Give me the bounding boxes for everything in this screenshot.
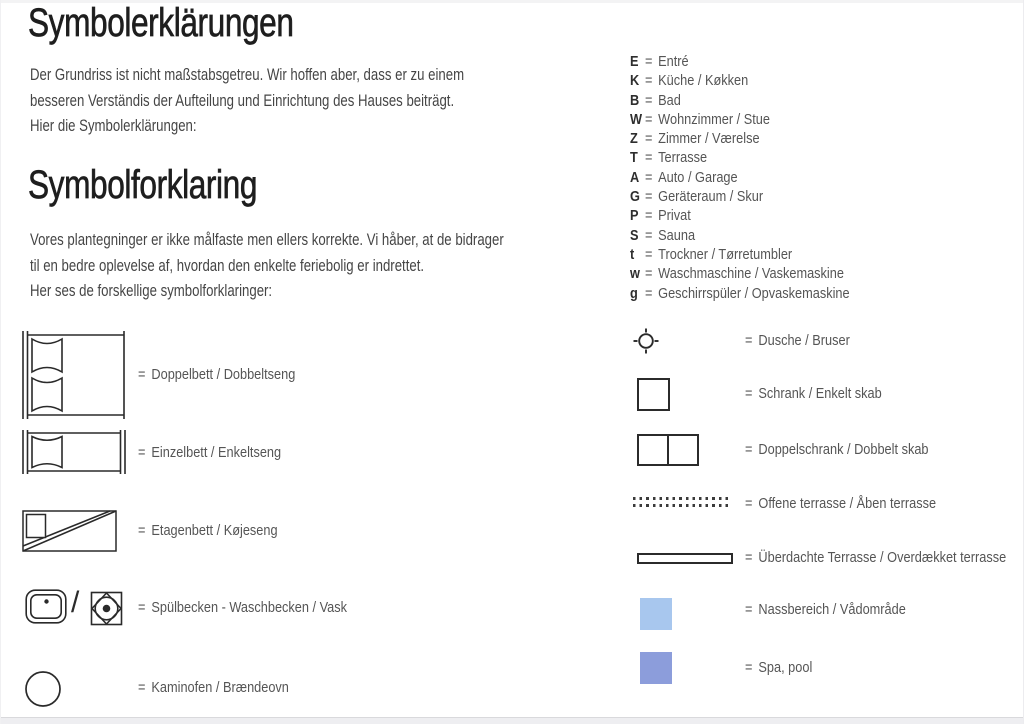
equals-sign: = bbox=[745, 549, 753, 566]
equals-sign: = bbox=[644, 189, 653, 206]
intro-line: Hier die Symbolerklärungen: bbox=[30, 117, 197, 135]
german-intro bbox=[30, 63, 464, 140]
room-code-row bbox=[630, 169, 850, 188]
room-code-row bbox=[630, 188, 850, 207]
room-code-letter: t bbox=[630, 246, 635, 263]
room-code-label: Zimmer / Værelse bbox=[658, 131, 760, 148]
single-cabinet-icon bbox=[637, 378, 670, 411]
room-code-label: Geräteraum / Skur bbox=[658, 189, 764, 206]
equals-sign: = bbox=[644, 208, 653, 225]
room-code-row bbox=[630, 227, 850, 246]
room-code-row bbox=[630, 246, 850, 265]
intro-line: til en bedre oplevelse af, hvordan den enkelte feriebolig er indrettet. bbox=[30, 256, 425, 275]
page-edge-left bbox=[0, 0, 1, 724]
wet-area-swatch bbox=[640, 598, 672, 630]
german-title: Symbolerklärungen bbox=[28, 1, 294, 45]
room-code-letter: g bbox=[630, 285, 638, 302]
symbol-label: = Überdachte Terrasse / Overdækket terrasse bbox=[745, 549, 1007, 566]
intro-line: Vores plantegninger er ikke målfaste men ellers korrekte. Vi håber, at de bidrager bbox=[30, 231, 504, 249]
room-code-row bbox=[630, 149, 850, 168]
danish-intro bbox=[30, 228, 504, 305]
dotted-line bbox=[633, 497, 729, 500]
room-code-letter: W bbox=[630, 111, 643, 128]
page-edge-bottom bbox=[0, 717, 1024, 724]
room-code-label: Sauna bbox=[658, 227, 696, 244]
equals-sign: = bbox=[644, 150, 653, 167]
open-terrace-icon bbox=[633, 497, 729, 508]
room-code-label: Wohnzimmer / Stue bbox=[658, 111, 770, 128]
symbol-label: = Etagenbett / Køjeseng bbox=[138, 522, 278, 539]
equals-sign: = bbox=[745, 495, 753, 512]
symbol-label: = Doppelbett / Dobbeltseng bbox=[138, 366, 296, 383]
equals-sign: = bbox=[138, 679, 146, 696]
spa-pool-swatch bbox=[640, 652, 672, 684]
intro-line: Her ses de forskellige symbolforklaringer: bbox=[30, 282, 273, 300]
symbol-label: = Einzelbett / Enkeltseng bbox=[138, 444, 282, 461]
symbol-label: = Schrank / Enkelt skab bbox=[745, 385, 882, 402]
equals-sign: = bbox=[138, 366, 146, 383]
room-code-letter: K bbox=[630, 73, 640, 90]
equals-sign: = bbox=[138, 599, 146, 616]
symbol-label: = Spülbecken - Waschbecken / Vask bbox=[138, 599, 348, 616]
cabinet-divider bbox=[667, 436, 669, 464]
danish-title: Symbolforklaring bbox=[28, 163, 258, 207]
washbasin-icon bbox=[90, 589, 123, 627]
room-code-row bbox=[630, 130, 850, 149]
equals-sign: = bbox=[644, 73, 653, 90]
room-code-label: Entré bbox=[658, 54, 689, 70]
room-code-letter: E bbox=[630, 54, 639, 70]
room-code-letter: G bbox=[630, 189, 640, 206]
room-code-row bbox=[630, 72, 850, 91]
room-code-label: Terrasse bbox=[658, 150, 708, 167]
equals-sign: = bbox=[138, 444, 146, 461]
symbol-label: = Dusche / Bruser bbox=[745, 332, 850, 349]
room-code-label: Waschmaschine / Vaskemaskine bbox=[658, 266, 844, 283]
symbol-label: = Offene terrasse / Åben terrasse bbox=[745, 495, 937, 512]
room-code-row bbox=[630, 265, 850, 284]
equals-sign: = bbox=[644, 246, 653, 263]
room-code-row bbox=[630, 207, 850, 226]
equals-sign: = bbox=[644, 169, 653, 186]
equals-sign: = bbox=[644, 111, 653, 128]
equals-sign: = bbox=[644, 54, 653, 70]
symbol-label: = Kaminofen / Brændeovn bbox=[138, 679, 289, 696]
equals-sign: = bbox=[745, 659, 753, 676]
room-code-row bbox=[630, 92, 850, 111]
room-code-letter: B bbox=[630, 92, 640, 109]
room-code-label: Auto / Garage bbox=[658, 169, 738, 186]
equals-sign: = bbox=[644, 227, 653, 244]
room-code-row bbox=[630, 53, 850, 72]
symbol-label: = Nassbereich / Vådområde bbox=[745, 601, 906, 618]
equals-sign: = bbox=[644, 266, 653, 283]
room-code-letter: T bbox=[630, 150, 638, 167]
equals-sign: = bbox=[644, 92, 653, 109]
double-bed-icon bbox=[21, 331, 127, 419]
equals-sign: = bbox=[745, 385, 753, 402]
room-code-row bbox=[630, 111, 850, 130]
room-code-letter: w bbox=[630, 266, 640, 283]
equals-sign: = bbox=[745, 332, 753, 349]
intro-line: Der Grundriss ist nicht maßstabsgetreu. Wir hoffen aber, dass er zu einem bbox=[30, 66, 465, 84]
room-codes-legend bbox=[630, 53, 880, 304]
kitchen-sink-icon bbox=[25, 589, 67, 624]
room-code-letter: Z bbox=[630, 131, 638, 148]
slash-separator: / bbox=[71, 586, 80, 619]
room-code-label: Trockner / Tørretumbler bbox=[658, 246, 793, 263]
equals-sign: = bbox=[745, 441, 753, 458]
room-code-row bbox=[630, 285, 850, 304]
room-code-label: Küche / Køkken bbox=[658, 73, 749, 90]
bunk-bed-icon bbox=[22, 510, 117, 552]
room-code-letter: P bbox=[630, 208, 639, 225]
room-code-label: Geschirrspüler / Opvaskemaskine bbox=[658, 285, 850, 302]
equals-sign: = bbox=[138, 522, 146, 539]
single-bed-icon bbox=[21, 430, 127, 474]
equals-sign: = bbox=[644, 131, 653, 148]
wood-stove-icon bbox=[24, 670, 62, 708]
equals-sign: = bbox=[644, 285, 653, 302]
double-cabinet-icon bbox=[637, 434, 699, 466]
symbol-label: = Spa, pool bbox=[745, 659, 813, 676]
room-code-letter: S bbox=[630, 227, 639, 244]
equals-sign: = bbox=[745, 601, 753, 618]
room-code-label: Privat bbox=[658, 208, 691, 225]
room-code-label: Bad bbox=[658, 92, 681, 109]
intro-line: besseren Verständis der Aufteilung und Einrichtung des Hauses beiträgt. bbox=[30, 91, 455, 110]
covered-terrace-icon bbox=[637, 553, 733, 564]
room-code-letter: A bbox=[630, 169, 640, 186]
shower-icon bbox=[632, 327, 660, 355]
dotted-line bbox=[633, 504, 729, 507]
symbol-label: = Doppelschrank / Dobbelt skab bbox=[745, 441, 929, 458]
